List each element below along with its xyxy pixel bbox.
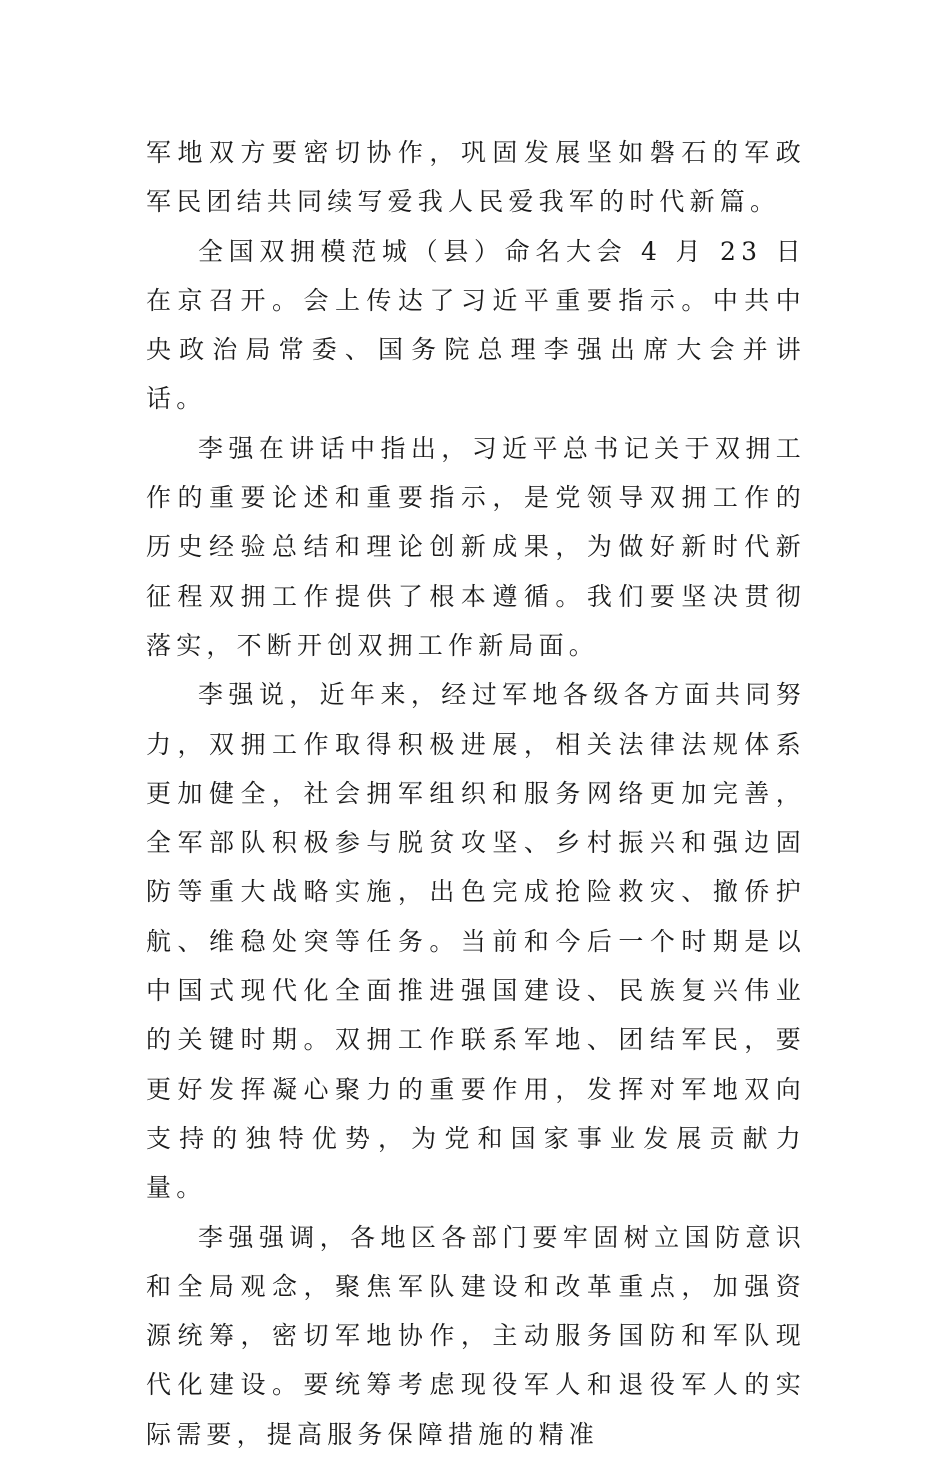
document-body <box>146 128 806 1459</box>
paragraph-4: 李强说，近年来，经过军地各级各方面共同努力，双拥工作取得积极进展，相关法律法规体系更加健全，社会拥军组织和服务网络更加完善，全军部队积极参与脱贫攻坚、乡村振兴和强边固防等重大战略实施，出色完成抢险救灾、撤侨护航、维稳处突等任务。当前和今后一个时期是以中国式现代化全面推进强国建设、民族复兴伟业的关键时期。双拥工作联系军地、团结军民，要更好发挥凝心聚力的重要作用，发挥对军地双向支持的独特优势，为党和国家事业发展贡献力量。 <box>146 680 806 1203</box>
paragraph-5: 李强强调，各地区各部门要牢固树立国防意识和全局观念，聚焦军队建设和改革重点，加强资源统筹，密切军地协作，主动服务国防和军队现代化建设。要统筹考虑现役军人和退役军人的实际需要，提高服务保障措施的精准 <box>146 1222 806 1449</box>
paragraph-3: 李强在讲话中指出，习近平总书记关于双拥工作的重要论述和重要指示，是党领导双拥工作的历史经验总结和理论创新成果，为做好新时代新征程双拥工作提供了根本遵循。我们要坚决贯彻落实，不断开创双拥工作新局面。 <box>146 433 806 660</box>
paragraph-1: 军地双方要密切协作，巩固发展坚如磐石的军政军民团结共同续写爱我人民爱我军的时代新篇。 <box>146 138 806 217</box>
paragraph-2: 全国双拥模范城（县）命名大会 4 月 23 日在京召开。会上传达了习近平重要指示。中共中央政治局常委、国务院总理李强出席大会并讲话。 <box>146 236 806 414</box>
